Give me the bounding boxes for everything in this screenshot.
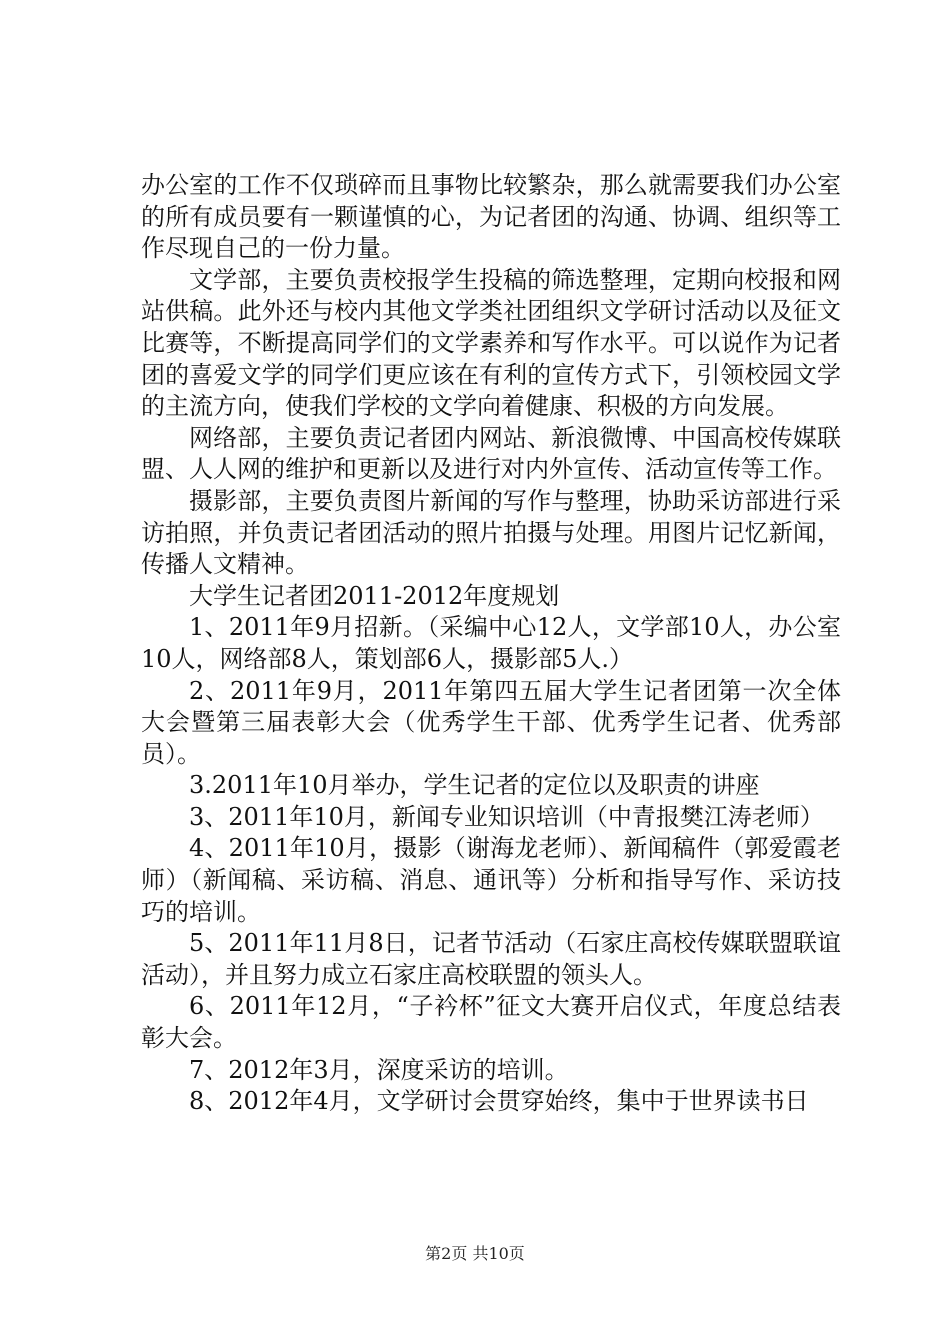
plan-item-1: 1、2011年9月招新。（采编中心12人，文学部10人，办公室10人，网络部8人，策划部6人，摄影部5人.） <box>141 613 841 673</box>
paragraph-network-dept: 网络部，主要负责记者团内网站、新浪微博、中国高校传媒联盟、人人网的维护和更新以及进行对内外宣传、活动宣传等工作。 <box>141 423 841 484</box>
plan-item-6: 6、2011年12月，“子衿杯”征文大赛开启仪式，年度总结表彰大会。 <box>141 992 841 1053</box>
plan-item-8: 8、2012年4月，文学研讨会贯穿始终，集中于世界读书日 <box>189 1087 809 1116</box>
plan-item-3b: 3、2011年10月，新闻专业知识培训（中青报樊江涛老师） <box>189 802 824 831</box>
plan-item-7: 7、2012年3月，深度采访的培训。 <box>189 1055 569 1084</box>
plan-heading: 大学生记者团2011-2012年度规划 <box>189 581 560 610</box>
document-body <box>141 170 841 1118</box>
plan-item-4: 4、2011年10月，摄影（谢海龙老师）、新闻稿件（郭爱霞老师）（新闻稿、采访稿、消息、通讯等）分析和指导写作、采访技巧的培训。 <box>141 834 841 926</box>
page-number-footer: 第2页 共10页 <box>425 1244 525 1263</box>
plan-item-2: 2、2011年9月，2011年第四五届大学生记者团第一次全体大会暨第三届表彰大会（优秀学生干部、优秀学生记者、优秀部员）。 <box>141 676 841 768</box>
paragraph-office: 办公室的工作不仅琐碎而且事物比较繁杂，那么就需要我们办公室的所有成员要有一颗谨慎的心，为记者团的沟通、协调、组织等工作尽现自己的一份力量。 <box>141 171 841 263</box>
paragraph-literature-dept: 文学部，主要负责校报学生投稿的筛选整理，定期向校报和网站供稿。此外还与校内其他文学类社团组织文学研讨活动以及征文比赛等，不断提高同学们的文学素养和写作水平。可以说作为记者团的喜爱文学的同学们更应该在有利的宣传方式下，引领校园文学的主流方向，使我们学校的文学向着健康、积极的方向发展。 <box>141 265 841 421</box>
plan-item-3a: 3.2011年10月举办，学生记者的定位以及职责的讲座 <box>189 771 760 800</box>
paragraph-photography-dept: 摄影部，主要负责图片新闻的写作与整理，协助采访部进行采访拍照，并负责记者团活动的照片拍摄与处理。用图片记忆新闻，传播人文精神。 <box>141 486 841 579</box>
plan-item-5: 5、2011年11月8日，记者节活动（石家庄高校传媒联盟联谊活动），并且努力成立石家庄高校联盟的领头人。 <box>141 929 841 989</box>
